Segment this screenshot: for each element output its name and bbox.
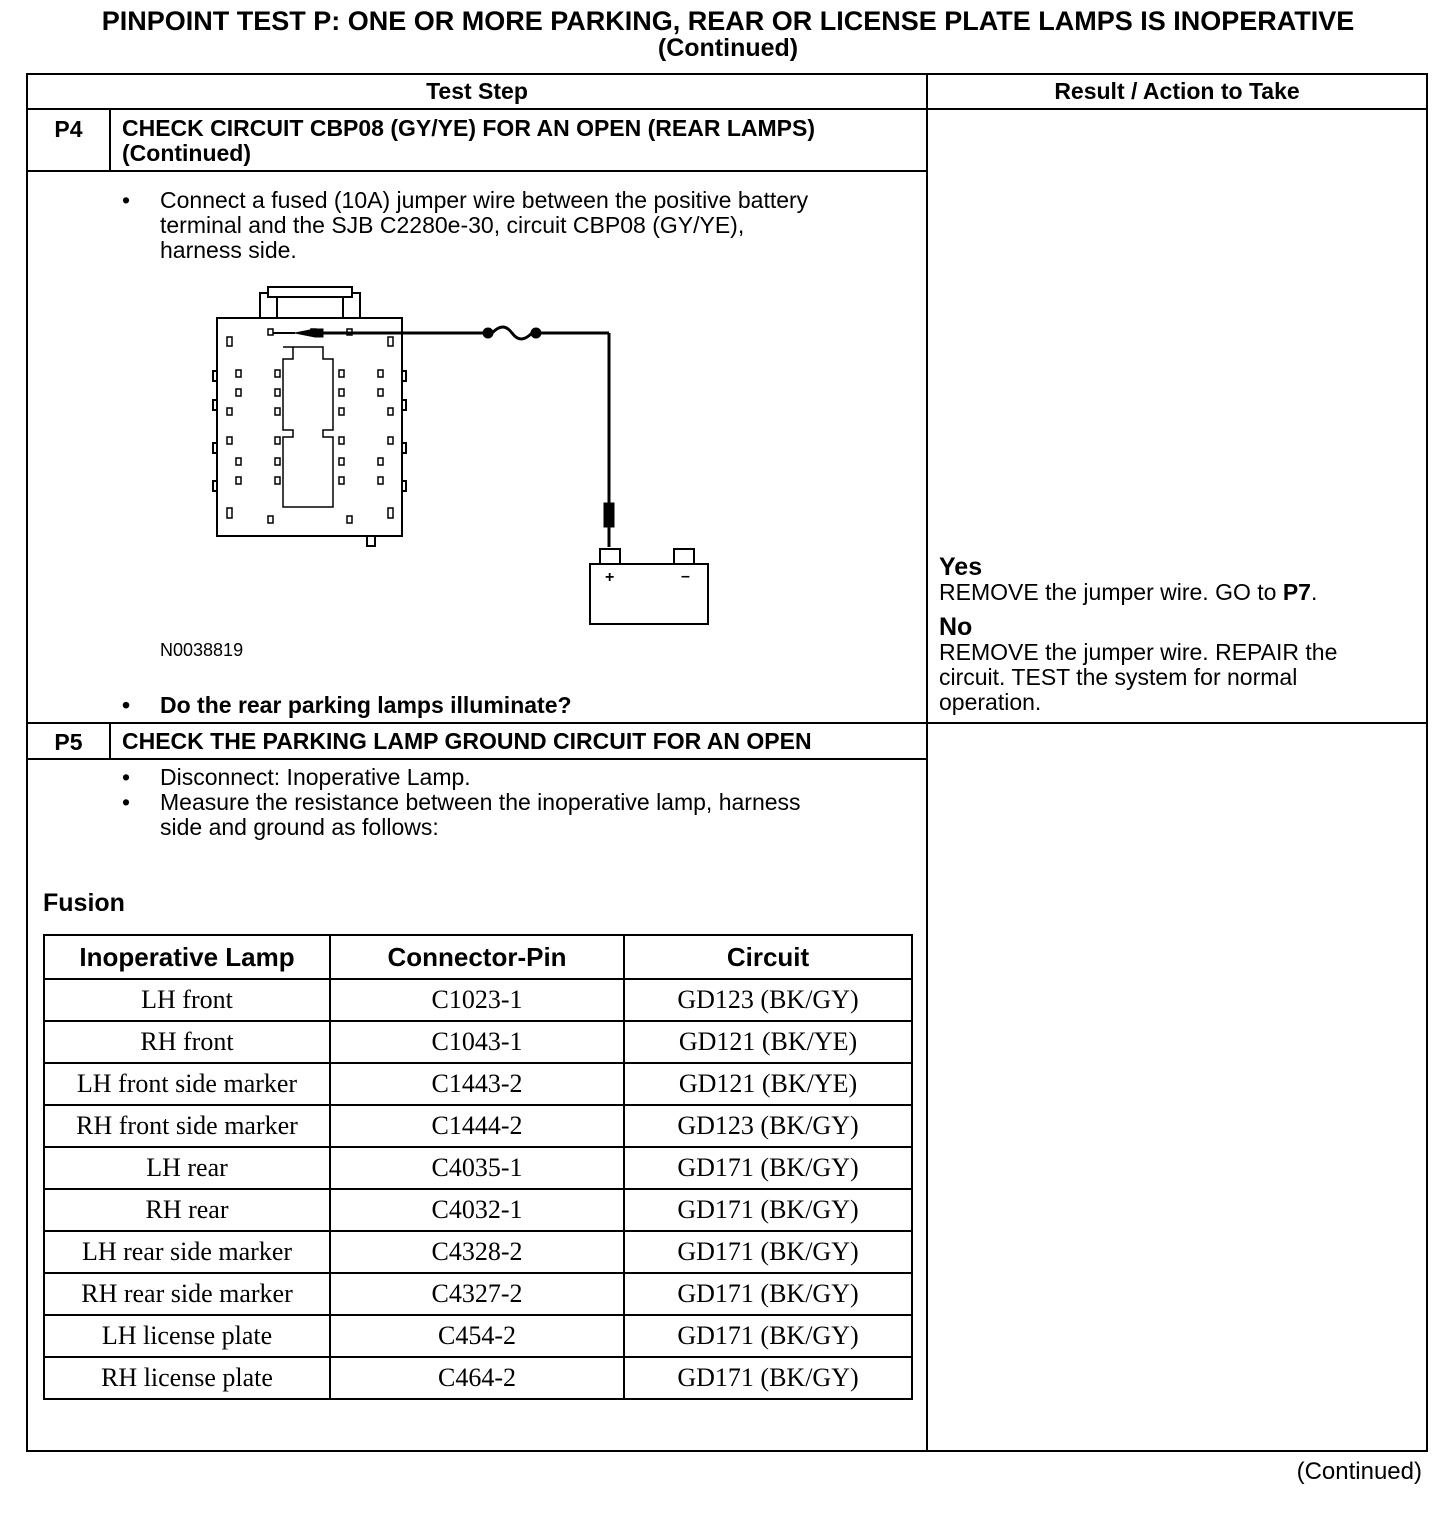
step-title-p4-line2: (Continued) (122, 140, 252, 166)
lamp-cell: LH license plate (44, 1315, 330, 1357)
battery-negative-icon: – (681, 568, 690, 585)
circuit-cell: GD171 (BK/GY) (624, 1357, 912, 1399)
table-row (44, 1273, 912, 1315)
circuit-cell: GD121 (BK/YE) (624, 1021, 912, 1063)
result-no-line2: circuit. TEST the system for normal (939, 664, 1298, 690)
lamp-cell: LH rear (44, 1147, 330, 1189)
table-row (44, 1357, 912, 1399)
circuit-cell: GD171 (BK/GY) (624, 1231, 912, 1273)
table-row (44, 1315, 912, 1357)
table-row (44, 1189, 912, 1231)
bullet-dot: • (122, 764, 131, 790)
ground-circuit-table (43, 934, 913, 1400)
connector-cell: C1043-1 (330, 1021, 624, 1063)
result-yes-text: REMOVE the jumper wire. GO to P7. (939, 579, 1318, 605)
bullet-dot: • (122, 692, 131, 718)
p4-bullet-line2: terminal and the SJB C2280e-30, circuit CBP08 (GY/YE), (160, 212, 745, 238)
step-title-p4-line1: CHECK CIRCUIT CBP08 (GY/YE) FOR AN OPEN (REAR LAMPS) (122, 115, 816, 141)
result-no-label: No (939, 613, 973, 641)
step-number-p5: P5 (54, 729, 83, 755)
sjb-connector-icon (213, 287, 406, 546)
page-subtitle: (Continued) (657, 34, 799, 62)
connector-cell: C4328-2 (330, 1231, 624, 1273)
footer-continued: (Continued) (1296, 1458, 1422, 1485)
lamp-cell: LH rear side marker (44, 1231, 330, 1273)
col-circuit: Circuit (624, 935, 912, 979)
connector-cell: C1443-2 (330, 1063, 624, 1105)
figure-id: N0038819 (160, 640, 244, 660)
circuit-cell: GD123 (BK/GY) (624, 1105, 912, 1147)
p4-result (939, 555, 1419, 715)
step-title-p4 (122, 116, 815, 166)
p5-bullet2-line2: side and ground as follows: (160, 814, 439, 840)
p4-bullet-line1: Connect a fused (10A) jumper wire between the positive battery (160, 187, 809, 213)
connector-cell: C1023-1 (330, 979, 624, 1021)
table-row (44, 1147, 912, 1189)
header-test-step: Test Step (426, 78, 528, 104)
connector-cell: C4032-1 (330, 1189, 624, 1231)
lamp-cell: RH license plate (44, 1357, 330, 1399)
lamp-cell: RH front side marker (44, 1105, 330, 1147)
result-no-line3: operation. (939, 689, 1042, 715)
circuit-cell: GD171 (BK/GY) (624, 1147, 912, 1189)
connector-cell: C4035-1 (330, 1147, 624, 1189)
table-header-row (44, 935, 912, 979)
col-connector-pin: Connector-Pin (330, 935, 624, 979)
table-row (44, 1231, 912, 1273)
page-title: PINPOINT TEST P: ONE OR MORE PARKING, REAR OR LICENSE PLATE LAMPS IS INOPERATIVE (101, 6, 1355, 36)
jumper-wire-diagram (205, 285, 720, 630)
lamp-cell: RH rear side marker (44, 1273, 330, 1315)
result-yes-label: Yes (939, 553, 983, 581)
p5-bullet2-line1: Measure the resistance between the inoperative lamp, harness (160, 789, 801, 815)
circuit-cell: GD171 (BK/GY) (624, 1273, 912, 1315)
connector-cell: C4327-2 (330, 1273, 624, 1315)
p4-question-text: Do the rear parking lamps illuminate? (160, 692, 572, 718)
lamp-cell: RH rear (44, 1189, 330, 1231)
result-yes-goto: P7 (1282, 579, 1311, 605)
circuit-cell: GD121 (BK/YE) (624, 1063, 912, 1105)
bullet-dot: • (122, 789, 131, 815)
vehicle-label: Fusion (43, 889, 125, 917)
connector-cell: C1444-2 (330, 1105, 624, 1147)
lamp-cell: RH front (44, 1021, 330, 1063)
p4-bullet-line3: harness side. (160, 237, 297, 263)
result-no-line1: REMOVE the jumper wire. REPAIR the (939, 639, 1338, 665)
table-row (44, 979, 912, 1021)
table-row (44, 1105, 912, 1147)
connector-cell: C464-2 (330, 1357, 624, 1399)
table-row (44, 1063, 912, 1105)
lamp-cell: LH front side marker (44, 1063, 330, 1105)
step-title-p5: CHECK THE PARKING LAMP GROUND CIRCUIT FOR AN OPEN (122, 728, 812, 754)
battery-positive-icon: + (605, 569, 615, 586)
step-number-p4: P4 (54, 116, 83, 142)
battery-icon (590, 549, 708, 624)
col-inoperative-lamp: Inoperative Lamp (44, 935, 330, 979)
circuit-cell: GD171 (BK/GY) (624, 1315, 912, 1357)
connector-cell: C454-2 (330, 1315, 624, 1357)
header-result-action: Result / Action to Take (1054, 78, 1300, 104)
circuit-cell: GD123 (BK/GY) (624, 979, 912, 1021)
circuit-cell: GD171 (BK/GY) (624, 1189, 912, 1231)
p5-bullet1-text: Disconnect: Inoperative Lamp. (160, 764, 471, 790)
table-row (44, 1021, 912, 1063)
bullet-dot: • (122, 187, 131, 213)
lamp-cell: LH front (44, 979, 330, 1021)
